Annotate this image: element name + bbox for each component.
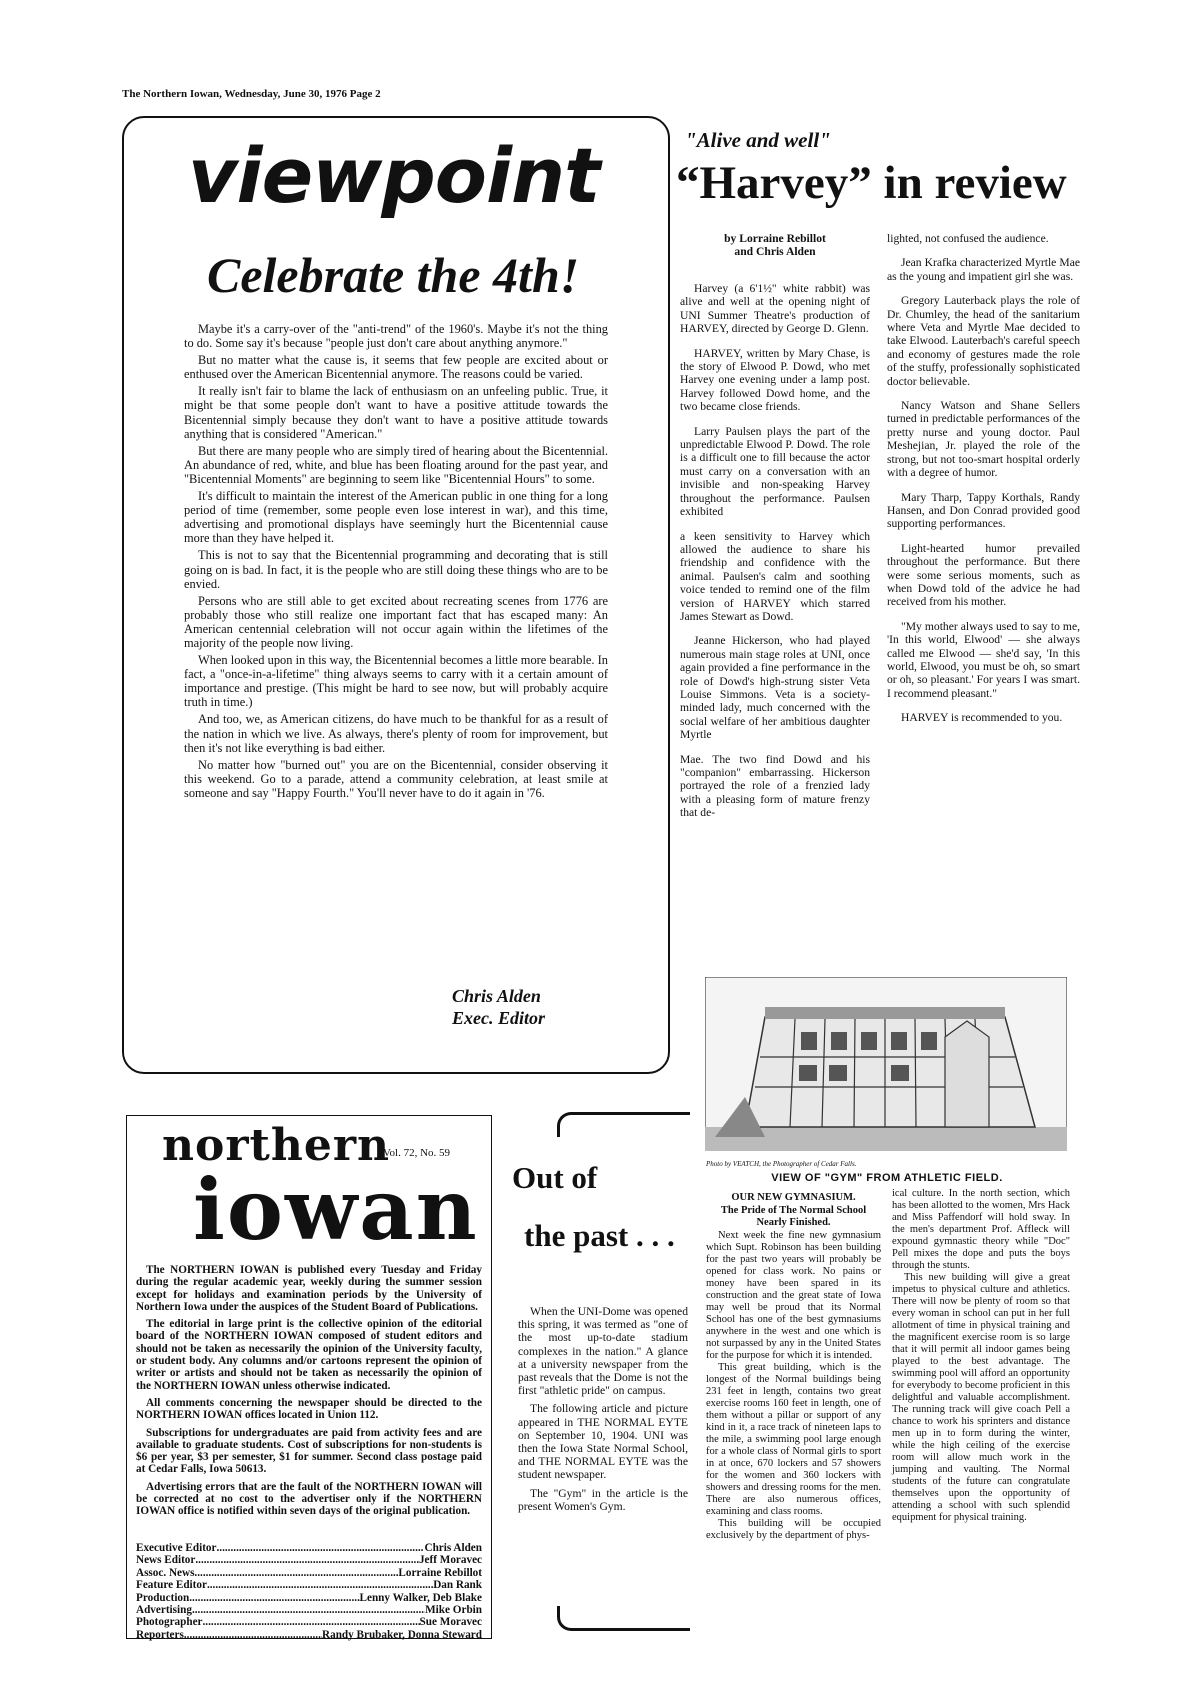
byline-line: by Lorraine Rebillot	[724, 232, 826, 245]
masthead-paragraph: Advertising errors that are the fault of the NORTHERN IOWAN will be corrected at no cost to the advertiser only if the NORTHERN IOWAN office is notified within seven days of the original publication.	[136, 1480, 482, 1518]
masthead-name-line-1: northern	[162, 1120, 390, 1171]
gym-paragraph: ical culture. In the north section, which has been allotted to the women, Mrs Hack and Miss Paffendorf will hold sway. In the men's department Prof. Affleck will expound gymnastic theory while "Doc" Pell mixes the dope and puts the boys through the stunts.	[892, 1188, 1070, 1271]
staff-name: Jeff Moravec	[418, 1554, 482, 1567]
staff-list	[136, 1542, 482, 1641]
review-column-2	[887, 232, 1080, 736]
editorial-paragraph: Persons who are still able to get excited about recreating scenes from 1776 are probably those who still realize one important fact that has escaped many: An American centennial celebration will not occur again within the lifetimes of the majority of the people now living.	[184, 593, 608, 650]
past-headline-1: Out of	[512, 1160, 598, 1195]
gym-subhead: The Pride of The Normal School	[720, 1204, 867, 1216]
staff-role: Advertising	[136, 1604, 192, 1617]
gym-column-2	[892, 1188, 1070, 1524]
review-paragraph: Light-hearted humor prevailed throughout the performance. But there were some serious moments, such as when Dowd told of the advice he had received from his mother.	[887, 541, 1080, 609]
signature-title: Exec. Editor	[452, 1008, 545, 1028]
gym-column-1	[706, 1192, 881, 1542]
gym-paragraph: Next week the fine new gymnasium which Supt. Robinson has been building for the past two years will probably be opened for class work. No pains or money have been spared in its construction and the great state of Iowa may well be proud that its Normal School has one of the best gymnasiums anywhere in the west and one which is not surpassed by any in the United States for the purpose for which it is intended.	[706, 1229, 881, 1361]
byline-line: and Chris Alden	[734, 245, 816, 258]
editorial-paragraph: It's difficult to maintain the interest of the American public in one thing for a long period of time (remember, some people even lose interest in war), and this time, advertising and promotional displays have seemingly hurt the Bicentennial cause more than they have helped it.	[184, 489, 608, 546]
staff-role: Photographer	[136, 1616, 203, 1629]
review-paragraph: Gregory Lauterback plays the role of Dr. Chumley, the head of the sanitarium where Veta and Myrtle Mae decided to take Elwood. Lauterbach's careful speech and economy of gestures made the role of the stuffy, professionally sophisticated doctor believable.	[887, 294, 1080, 388]
editorial-paragraph: But no matter what the cause is, it seems that few people are excited about or enthused over the American Bicentennial anymore. The reasons could be varied.	[184, 353, 608, 382]
gym-headline: OUR NEW GYMNASIUM.	[731, 1192, 856, 1203]
staff-name: Chris Alden	[424, 1542, 482, 1554]
review-paragraph: Mary Tharp, Tappy Korthals, Randy Hansen, and Don Conrad provided good supporting performances.	[887, 490, 1080, 531]
editorial-paragraph: But there are many people who are simply tired of hearing about the Bicentennial. An abundance of red, white, and blue has been floating around for the past year, and "Bicentennial Moments" are beginning to seem like "Bicentennial Hours" to some.	[184, 443, 608, 486]
volume-number: Vol. 72, No. 59	[383, 1147, 451, 1159]
staff-name: Randy Brubaker, Donna Steward	[322, 1628, 482, 1641]
staff-name: Dan Rank	[433, 1579, 482, 1592]
staff-role: Assoc. News	[136, 1566, 195, 1579]
staff-name: Lorraine Rebillot	[398, 1566, 482, 1579]
editorial-body	[184, 322, 608, 803]
staff-row	[136, 1604, 482, 1616]
staff-row	[136, 1579, 482, 1591]
gym-paragraph: This building will be occupied exclusively by the department of phys-	[706, 1517, 881, 1541]
staff-role: Reporters	[136, 1628, 184, 1641]
staff-name: Sue Moravec	[419, 1616, 482, 1629]
staff-name: Lenny Walker, Deb Blake	[359, 1591, 482, 1604]
review-paragraph: Harvey (a 6'1½" white rabbit) was alive and well at the opening night of UNI Summer Theatre's production of HARVEY, directed by George D. Glenn.	[680, 282, 870, 336]
bracket-bottom	[557, 1606, 690, 1631]
review-kicker: "Alive and well"	[685, 128, 831, 152]
photo-caption: VIEW OF "GYM" FROM ATHLETIC FIELD.	[771, 1172, 1003, 1184]
masthead-paragraph: All comments concerning the newspaper should be directed to the NORTHERN IOWAN offices located in Union 112.	[136, 1396, 482, 1422]
staff-role: Executive Editor	[136, 1542, 217, 1554]
staff-role: Production	[136, 1591, 190, 1604]
past-paragraph: The "Gym" in the article is the present Women's Gym.	[518, 1486, 688, 1513]
staff-row	[136, 1542, 482, 1554]
gym-paragraph: This new building will give a great impetus to physical culture and athletics. There will now be plenty of room so that every woman in school can put in her full allotment of time in physical training and the magnificent exercise room is so large that it will permit all indoor games being played to the best advantage. The swimming pool will afford an opportunity for everybody to become proficient in this delightful and valuable accomplishment. The running track will give coach Pell a chance to work his sprinters and distance men up in to form during the winter, while the high ceiling of the exercise room will allow much work in the jumping and vaulting. The Normal students of the future can congratulate themselves upon the opportunity of attending a school with such splendid equipment for physical training.	[892, 1272, 1070, 1523]
editorial-paragraph: It really isn't fair to blame the lack of enthusiasm on an unfeeling public. True, it might be that some people don't want to have a positive attitude towards the Bicentennial simply because they don't want to have a positive attitude towards anything that is considered "American."	[184, 384, 608, 441]
review-paragraph: Jeanne Hickerson, who had played numerous main stage roles at UNI, once again provided a fine performance in the role of Dowd's high-strung sister Veta Louise Simmons. Veta is a society-minded lady, much concerned with the social welfare of her ambitious daughter Myrtle	[680, 634, 870, 742]
review-paragraph: Larry Paulsen plays the part of the unpredictable Elwood P. Dowd. The role is a difficult one to fill because the actor must carry on a conversation with an invisible and non-speaking Harvey throughout the performance. Paulsen exhibited	[680, 424, 870, 519]
review-paragraph: "My mother always used to say to me, 'In this world, Elwood' — she always called me Elwood — she'd say, 'In this world, Elwood, you must be oh, so smart or oh, so pleasant.' For years I was smart. I recommend pleasant."	[887, 619, 1080, 700]
gymnasium-photo	[705, 977, 1067, 1151]
staff-row	[136, 1554, 482, 1566]
review-paragraph: a keen sensitivity to Harvey which allowed the audience to share his friendship and confidence with the animal. Paulsen's calm and soothing voice tended to remind one of the film version of HARVEY which starred James Stewart as Dowd.	[680, 529, 870, 623]
review-paragraph: Jean Krafka characterized Myrtle Mae as the young and impatient girl she was.	[887, 256, 1080, 283]
viewpoint-title: viewpoint	[188, 131, 600, 220]
bracket-top	[557, 1112, 690, 1137]
staff-row	[136, 1616, 482, 1628]
staff-role: News Editor	[136, 1554, 196, 1567]
gym-subhead: Nearly Finished.	[756, 1217, 831, 1228]
review-headline: “Harvey” in review	[676, 157, 1067, 209]
photo-credit: Photo by VEATCH, the Photographer of Cedar Falls.	[706, 1160, 857, 1168]
editorial-paragraph: When looked upon in this way, the Bicentennial becomes a little more bearable. In fact, a "once-in-a-lifetime" thing always seems to carry with it a certain amount of importance and prestige. (This might be hard to see now, but will probably acquire truth in time.)	[184, 653, 608, 710]
past-paragraph: When the UNI-Dome was opened this spring, it was termed as "one of the most up-to-date stadium complexes in the nation." A glance at a university newspaper from the past reveals that the Dome is not the first "athletic pride" on campus.	[518, 1305, 688, 1398]
masthead-paragraph: Subscriptions for undergraduates are paid from activity fees and are available to graduate students. Cost of subscriptions for non-students is $6 per year, $3 per semester, $1 for summer. Second class postage paid at Cedar Falls, Iowa 50613.	[136, 1426, 482, 1476]
page-folio: The Northern Iowan, Wednesday, June 30, 1976 Page 2	[122, 88, 381, 100]
review-paragraph: Nancy Watson and Shane Sellers turned in predictable performances of the pretty nurse and young doctor. Paul Meshejian, Jr. played the role of the strong, but not too-smart hospital orderly with a degree of humor.	[887, 399, 1080, 480]
gym-paragraph: This great building, which is the longest of the Normal buildings being 231 feet in length, contains two great exercise rooms 160 feet in length, one of them without a pillar or support of any kind in it, a race track of nineteen laps to the mile, a swimming pool large enough for a whole class of Normal girls to sport in at once, 670 lockers and 57 showers for the women and 360 lockers with showers and dressing rooms for the men. There are also numerous offices, examining and class rooms.	[706, 1361, 881, 1517]
masthead-paragraph: The NORTHERN IOWAN is published every Tuesday and Friday during the regular academic year, weekly during the summer session except for holidays and examination periods by the University of Northern Iowa under the auspices of the Student Board of Publications.	[136, 1264, 482, 1313]
signature-name: Chris Alden	[452, 986, 541, 1006]
review-column-1	[680, 232, 870, 831]
editorial-paragraph: This is not to say that the Bicentennial programming and decorating that is still going on is bad. In fact, it is the people who are still doing these things who are to be envied.	[184, 548, 608, 591]
editorial-paragraph: No matter how "burned out" you are on the Bicentennial, consider observing it this weekend. Go to a parade, attend a community celebration, at least smile at someone and say "Happy Fourth." You'll never have to do it again in '76.	[184, 757, 608, 800]
staff-name: Mike Orbin	[425, 1604, 482, 1617]
editorial-signature	[452, 985, 545, 1029]
editorial-paragraph: Maybe it's a carry-over of the "anti-trend" of the 1960's. Maybe it's not the thing to do. Some say it's because "people just don't care about anything anymore."	[184, 322, 608, 351]
staff-row	[136, 1592, 482, 1604]
masthead-name-line-2: iowan	[193, 1160, 479, 1259]
review-paragraph: lighted, not confused the audience.	[887, 232, 1049, 245]
review-byline	[680, 232, 870, 258]
staff-role: Feature Editor	[136, 1579, 207, 1592]
past-headline-2: the past . . .	[524, 1218, 675, 1253]
review-paragraph: HARVEY is recommended to you.	[901, 711, 1063, 725]
staff-row	[136, 1629, 482, 1641]
masthead-paragraph: The editorial in large print is the collective opinion of the editorial board of the NORTHERN IOWAN composed of student editors and should not be taken as necessarily the opinion of the University faculty, or student body. Any columns and/or cartoons represent the opinion of writer or artists and should not be taken as necessarily the opinion of the NORTHERN IOWAN unless otherwise indicated.	[136, 1318, 482, 1392]
review-paragraph: Mae. The two find Dowd and his "companion" embarrassing. Hickerson portrayed the role of a frenzied lady with a pleasing form of mature frenzy that de-	[680, 752, 870, 820]
masthead-info	[136, 1264, 482, 1523]
editorial-paragraph: And too, we, as American citizens, do have much to be thankful for as a result of the nation in which we live. As always, there's plenty of room for improvement, but then it's not like everything is bad either.	[184, 712, 608, 755]
staff-row	[136, 1567, 482, 1579]
past-paragraph: The following article and picture appeared in THE NORMAL EYTE on September 10, 1904. UNI was then the Iowa State Normal School, and THE NORMAL EYTE was the student newspaper.	[518, 1402, 688, 1482]
review-paragraph: HARVEY, written by Mary Chase, is the story of Elwood P. Dowd, who met Harvey one evening under a lamp post. Harvey followed Dowd home, and the two became close friends.	[680, 346, 870, 414]
past-body	[518, 1305, 688, 1518]
editorial-headline: Celebrate the 4th!	[207, 247, 580, 303]
